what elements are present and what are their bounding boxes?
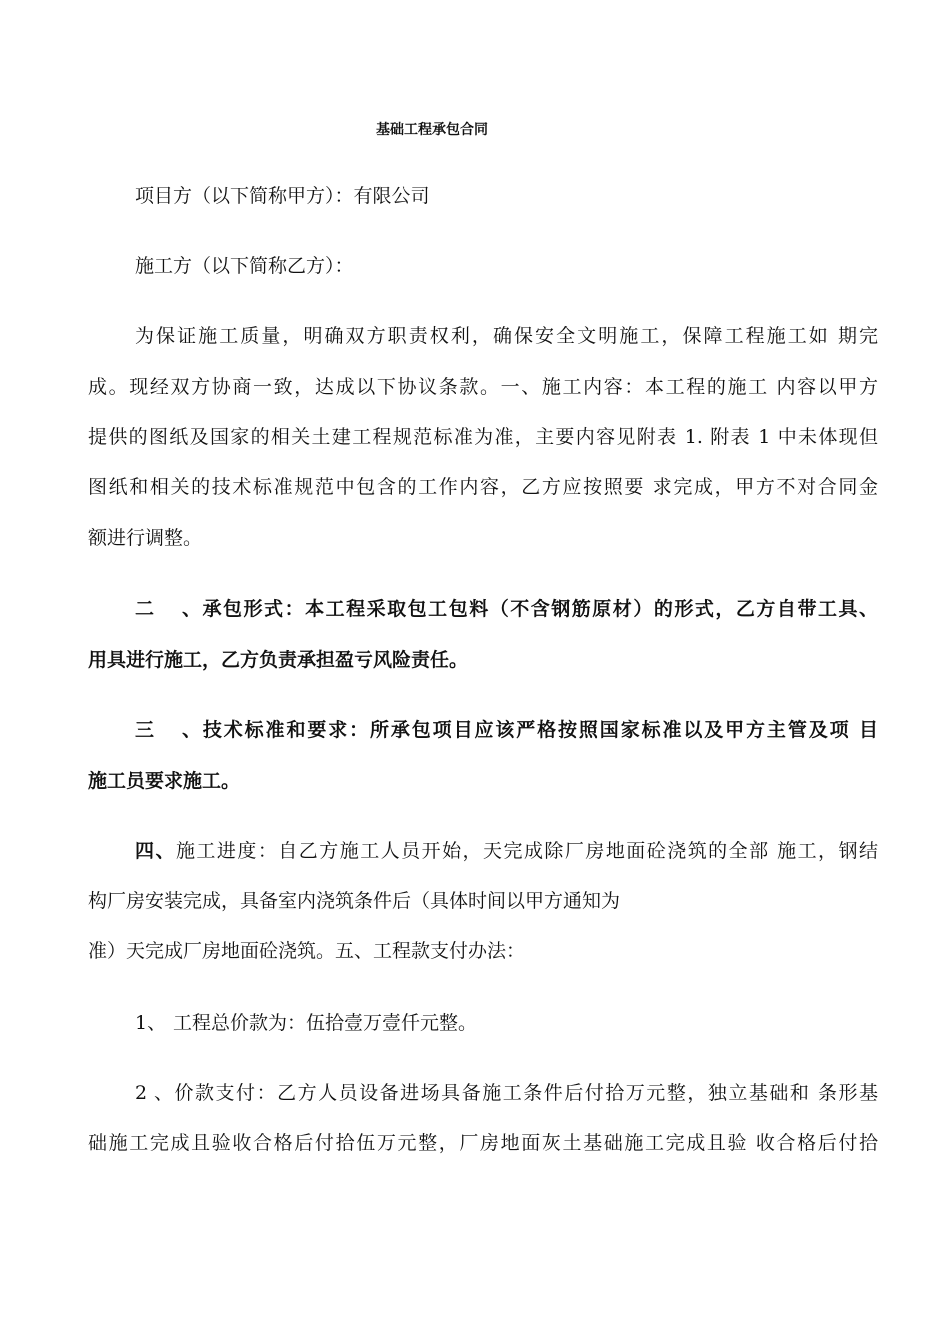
item-2-line-1 — [135, 1080, 878, 1106]
section-3-number: 三、 — [135, 719, 201, 741]
section-4-text: 施工进度：自乙方施工人员开始，天完成除厂房地面砼浇筑的全部 施工，钢结 — [175, 840, 878, 862]
section-4-line-2: 构厂房安装完成，具备室内浇筑条件后（具体时间以甲方通知为 — [88, 890, 621, 912]
party-a-line: 项目方（以下简称甲方）：有限公司 — [135, 185, 430, 207]
section-2-text: 承包形式：本工程采取包工包料（不含钢筋原材）的形式，乙方自带工具、 — [201, 598, 878, 620]
item-1-text: 工程总价款为：伍拾壹万壹仟元整。 — [173, 1012, 478, 1034]
intro-line-3: 提供的图纸及国家的相关土建工程规范标准为准，主要内容见附表 1. 附表 1 中未体现但 — [88, 426, 878, 448]
section-3-line-1 — [135, 717, 878, 743]
intro-line-4: 图纸和相关的技术标准规范中包含的工作内容，乙方应按照要 求完成，甲方不对合同金 — [88, 476, 878, 498]
section-2-line-1 — [135, 596, 878, 622]
party-b-line: 施工方（以下简称乙方）： — [135, 255, 354, 277]
section-3-line-2: 施工员要求施工。 — [88, 770, 241, 792]
intro-line-2: 成。现经双方协商一致，达成以下协议条款。一、施工内容：本工程的施工 内容以甲方 — [88, 376, 878, 398]
section-2-number: 二、 — [135, 598, 201, 620]
section-4-line-1 — [135, 838, 878, 864]
item-1-number: 1、 — [135, 1012, 167, 1034]
document-title: 基础工程承包合同 — [376, 122, 488, 138]
intro-line-1: 为保证施工质量，明确双方职责权利，确保安全文明施工，保障工程施工如 期完 — [135, 325, 878, 347]
item-1-line — [135, 1010, 878, 1036]
section-2-line-2: 用具进行施工，乙方负责承担盈亏风险责任。 — [88, 649, 469, 671]
section-4-line-3: 准）天完成厂房地面砼浇筑。五、工程款支付办法： — [88, 940, 526, 962]
item-2-number: 2、 — [135, 1082, 173, 1104]
intro-line-5: 额进行调整。 — [88, 527, 203, 549]
item-2-text: 价款支付：乙方人员设备进场具备施工条件后付拾万元整，独立基础和 条形基 — [173, 1082, 878, 1104]
section-3-text: 技术标准和要求：所承包项目应该严格按照国家标准以及甲方主管及项 目 — [201, 719, 878, 741]
section-4-number: 四、 — [135, 840, 176, 862]
item-2-line-2: 础施工完成且验收合格后付拾伍万元整，厂房地面灰土基础施工完成且验 收合格后付拾 — [88, 1132, 878, 1154]
